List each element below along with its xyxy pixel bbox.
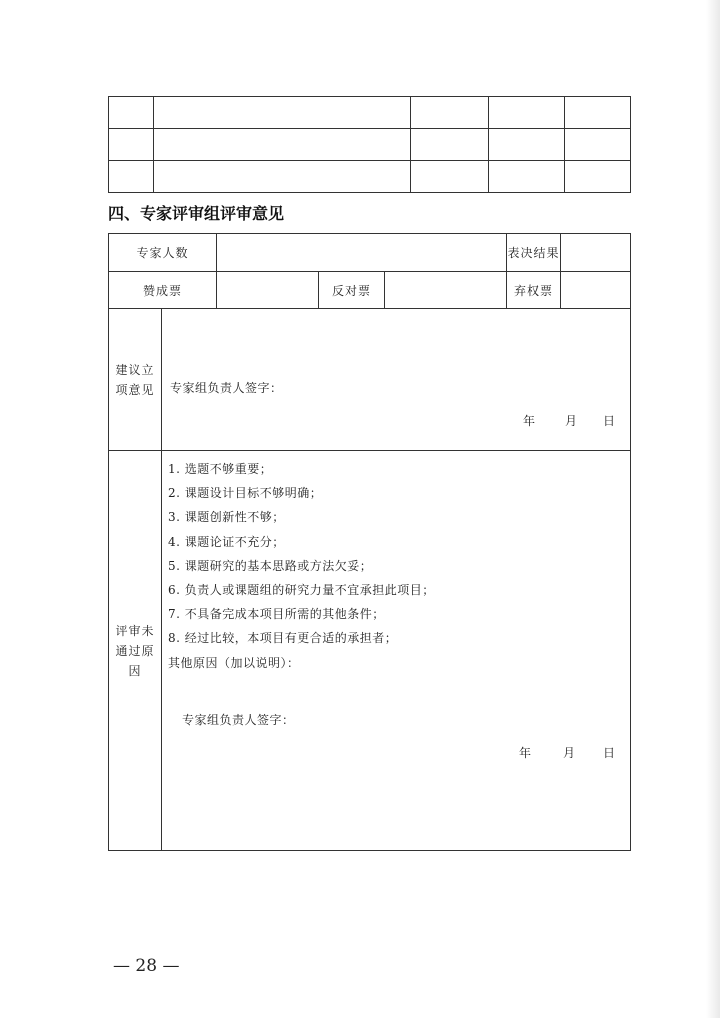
abstain-votes-field[interactable] [561, 272, 631, 309]
list-item: 6. 负责人或课题组的研究力量不宜承担此项目； [168, 582, 435, 597]
table-row [109, 234, 631, 272]
table-row [109, 309, 631, 451]
table-cell[interactable] [109, 129, 154, 161]
date-year: 年 [519, 746, 532, 760]
date-day: 日 [603, 414, 616, 428]
expert-count-field[interactable] [217, 234, 507, 272]
table-cell[interactable] [489, 161, 565, 193]
list-item: 3. 课题创新性不够； [168, 510, 285, 525]
section-title: 四、专家评审组评审意见 [108, 204, 285, 223]
previous-table-continuation [108, 96, 631, 193]
side-label-line: 项意见 [115, 382, 155, 397]
list-item: 其他原因（加以说明）： [168, 655, 300, 670]
result-label: 表决结果 [507, 234, 561, 272]
reject-reasons-field[interactable] [162, 451, 631, 851]
table-cell[interactable] [411, 161, 489, 193]
expert-count-label: 专家人数 [109, 234, 217, 272]
list-item: 5. 课题研究的基本思路或方法欠妥； [168, 558, 373, 573]
table-row [109, 272, 631, 309]
table-cell[interactable] [154, 97, 411, 129]
page-number: — 28 — [113, 956, 180, 976]
table-cell[interactable] [565, 97, 631, 129]
table-cell[interactable] [565, 161, 631, 193]
expert-review-table [108, 233, 631, 851]
abstain-votes-label: 弃权票 [507, 272, 561, 309]
date-day: 日 [603, 746, 616, 760]
table-cell[interactable] [489, 97, 565, 129]
table-row [109, 97, 631, 129]
against-votes-label: 反对票 [319, 272, 385, 309]
date-month: 月 [565, 414, 578, 428]
list-item: 7. 不具备完成本项目所需的其他条件； [168, 607, 385, 622]
date-year: 年 [523, 414, 536, 428]
date-month: 月 [563, 746, 576, 760]
result-field[interactable] [561, 234, 631, 272]
propose-opinion-field[interactable] [162, 309, 631, 451]
side-label-line: 因 [128, 663, 142, 678]
table-cell[interactable] [154, 161, 411, 193]
table-cell[interactable] [565, 129, 631, 161]
propose-side-label [109, 309, 162, 451]
for-votes-field[interactable] [217, 272, 319, 309]
table-cell[interactable] [489, 129, 565, 161]
propose-signer-label: 专家组负责人签字： [170, 381, 283, 395]
list-item: 1. 选题不够重要； [168, 462, 273, 476]
side-label-line: 通过原 [115, 643, 155, 658]
side-label-line: 评审未 [115, 623, 155, 638]
table-row [109, 451, 631, 851]
table-cell[interactable] [154, 129, 411, 161]
page-edge-shadow [706, 0, 720, 1018]
side-label-line: 建议立 [115, 362, 155, 377]
table-row [109, 129, 631, 161]
table-cell[interactable] [109, 97, 154, 129]
for-votes-label: 赞成票 [109, 272, 217, 309]
table-cell[interactable] [411, 97, 489, 129]
reject-side-label [109, 451, 162, 851]
against-votes-field[interactable] [385, 272, 507, 309]
table-cell[interactable] [411, 129, 489, 161]
table-row [109, 161, 631, 193]
reject-signer-label: 专家组负责人签字： [182, 713, 295, 727]
reject-reasons-list [168, 457, 435, 675]
list-item: 4. 课题论证不充分； [168, 534, 285, 549]
list-item: 2. 课题设计目标不够明确； [168, 486, 323, 501]
table-cell[interactable] [109, 161, 154, 193]
list-item: 8. 经过比较，本项目有更合适的承担者； [168, 631, 398, 646]
